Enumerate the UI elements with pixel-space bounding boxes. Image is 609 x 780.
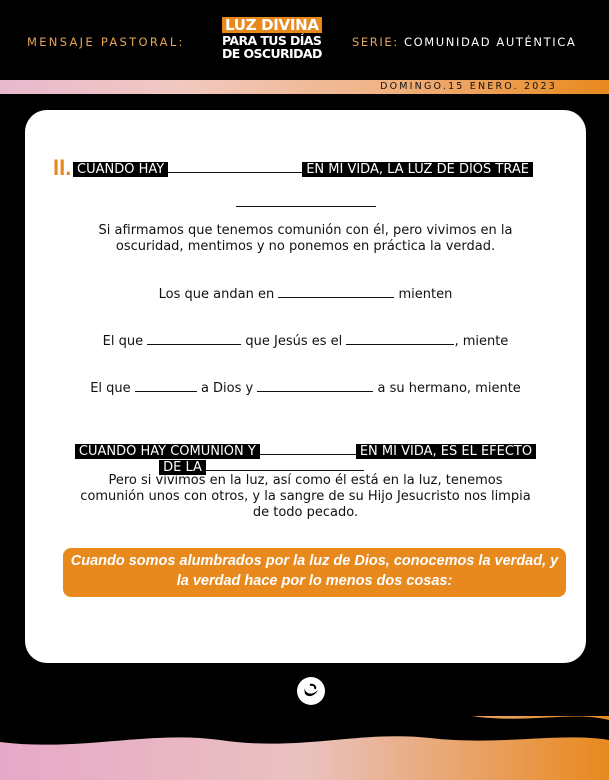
pastoral-message-label: MENSAJE PASTORAL: xyxy=(27,35,185,49)
fill-blank[interactable] xyxy=(206,458,364,471)
heading1-part-a: CUANDO HAY xyxy=(73,162,168,177)
fill-blank[interactable] xyxy=(135,379,197,392)
header xyxy=(0,0,609,80)
logo-subtitle-1: PARA TUS DÍAS xyxy=(222,33,322,48)
heading1-part-b: EN MI VIDA, LA LUZ DE DIOS TRAE xyxy=(302,162,533,177)
dove-icon xyxy=(296,676,326,706)
verse-2: Pero si vivimos en la luz, así como él está en la luz, tenemos comunión unos con otros, y la sangre de su Hijo Jesucristo nos limpia de todo pecado. xyxy=(80,473,531,520)
heading2-part-b: EN MI VIDA, ES EL EFECTO xyxy=(356,444,536,459)
content-card xyxy=(25,110,586,663)
line3-text-b: a Dios y xyxy=(200,381,254,396)
fill-blank[interactable] xyxy=(346,332,454,345)
fill-line-3 xyxy=(25,379,586,397)
fill-line-2 xyxy=(25,332,586,350)
fill-line-1 xyxy=(25,285,586,303)
series-name: COMUNIDAD AUTÉNTICA xyxy=(403,35,577,49)
fill-blank[interactable] xyxy=(236,194,376,207)
callout-box: Cuando somos alumbrados por la luz de Dios, conocemos la verdad, y la verdad hace por lo menos dos cosas: xyxy=(63,548,566,597)
verse-1: Si afirmamos que tenemos comunión con él, pero vivimos en la oscuridad, mentimos y no ponemos en práctica la verdad. xyxy=(98,223,513,254)
line1-text-a: Los que andan en xyxy=(158,287,275,302)
series-label xyxy=(352,35,576,49)
fill-blank[interactable] xyxy=(168,160,302,173)
heading2-part-a: CUANDO HAY COMUNIÓN Y xyxy=(75,444,260,459)
line3-text-a: El que xyxy=(90,381,131,396)
line3-text-c: a su hermano, miente xyxy=(377,381,521,396)
heading2-part-c: DE LA xyxy=(159,460,206,475)
logo-subtitle-2: DE OSCURIDAD xyxy=(222,46,322,61)
line2-text-b: que Jesús es el xyxy=(245,334,343,349)
heading1-blank-line xyxy=(25,194,586,212)
fill-blank[interactable] xyxy=(278,285,394,298)
fill-blank[interactable] xyxy=(257,379,373,392)
date-text: DOMINGO.15 ENERO. 2023 xyxy=(380,81,557,92)
line2-text-a: El que xyxy=(102,334,144,349)
line1-text-b: mienten xyxy=(398,287,453,302)
series-prefix: SERIE: xyxy=(352,35,399,49)
series-logo xyxy=(222,15,332,60)
section-number: II. xyxy=(53,155,72,180)
logo-title: LUZ DIVINA xyxy=(222,17,322,33)
fill-blank[interactable] xyxy=(147,332,241,345)
date-band xyxy=(0,80,609,94)
line2-text-c: , miente xyxy=(454,334,509,349)
fill-blank[interactable] xyxy=(260,442,356,455)
section1-heading xyxy=(45,160,566,178)
